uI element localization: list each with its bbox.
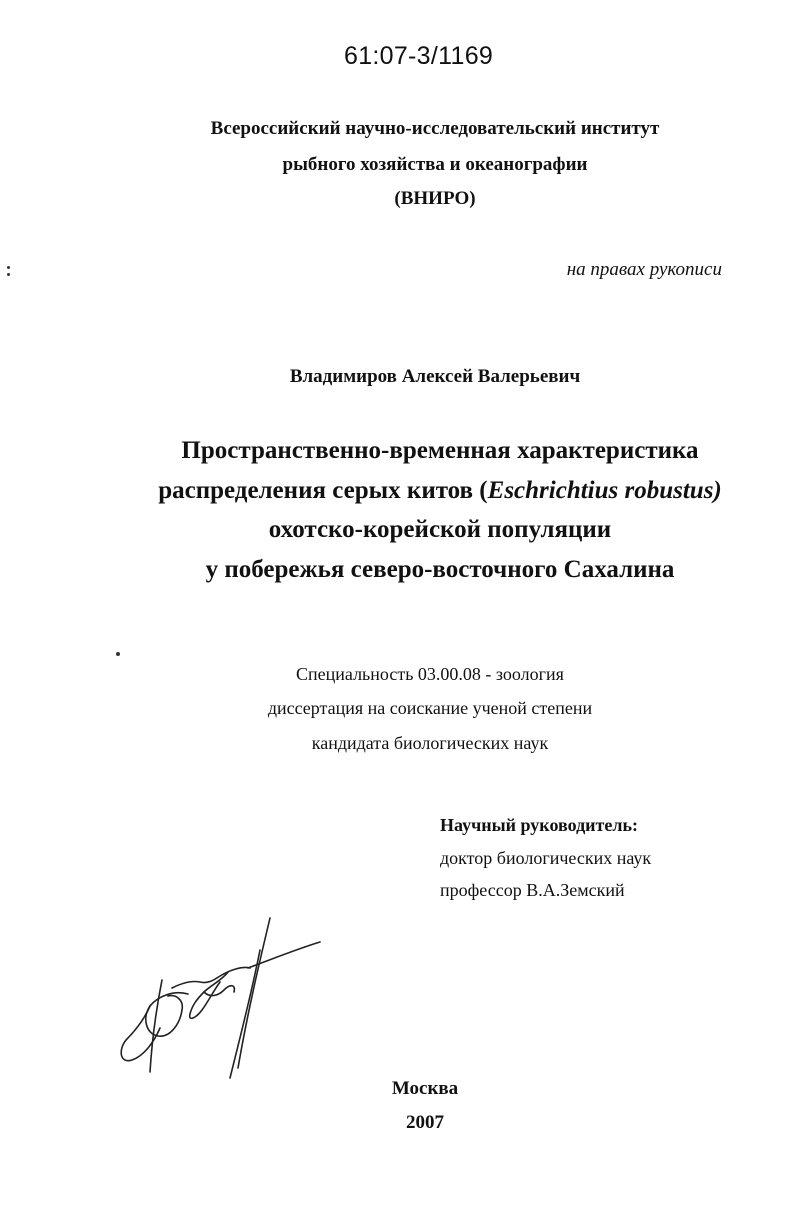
scan-speck (116, 652, 120, 656)
supervisor-name: профессор В.А.Земский (440, 880, 625, 900)
degree-name-line: кандидата биологических наук (311, 733, 549, 753)
catalog-code: 61:07-3/1169 (344, 42, 494, 70)
handwritten-signature (110, 910, 340, 1080)
thesis-title-line2-text: распределения серых китов ( (158, 477, 488, 504)
supervisor-heading: Научный руководитель: (440, 815, 638, 835)
thesis-title-line4: у побережья северо-восточного Сахалина (205, 556, 675, 583)
city: Москва (391, 1078, 459, 1099)
scan-speck (7, 273, 10, 276)
scan-speck (7, 266, 10, 269)
supervisor-degree: доктор биологических наук (440, 848, 652, 868)
specialty-line: Специальность 03.00.08 - зоология (296, 664, 564, 684)
rights-note: на правах рукописи (566, 259, 722, 280)
author-name: Владимиров Алексей Валерьевич (289, 366, 581, 387)
thesis-title-line2 (100, 477, 780, 505)
thesis-title-line1: Пространственно-временная характеристика (181, 437, 699, 464)
degree-purpose-line: диссертация на соискание ученой степени (267, 698, 593, 718)
year: 2007 (406, 1112, 444, 1133)
species-latin-name: Eschrichtius robustus) (487, 477, 722, 504)
institution-name-line1: Всероссийский научно-исследовательский институт (210, 118, 660, 139)
thesis-title-line3: охотско-корейской популяции (268, 516, 612, 543)
institution-name-line2: рыбного хозяйства и океанографии (282, 154, 588, 175)
institution-abbreviation: (ВНИРО) (394, 188, 476, 209)
